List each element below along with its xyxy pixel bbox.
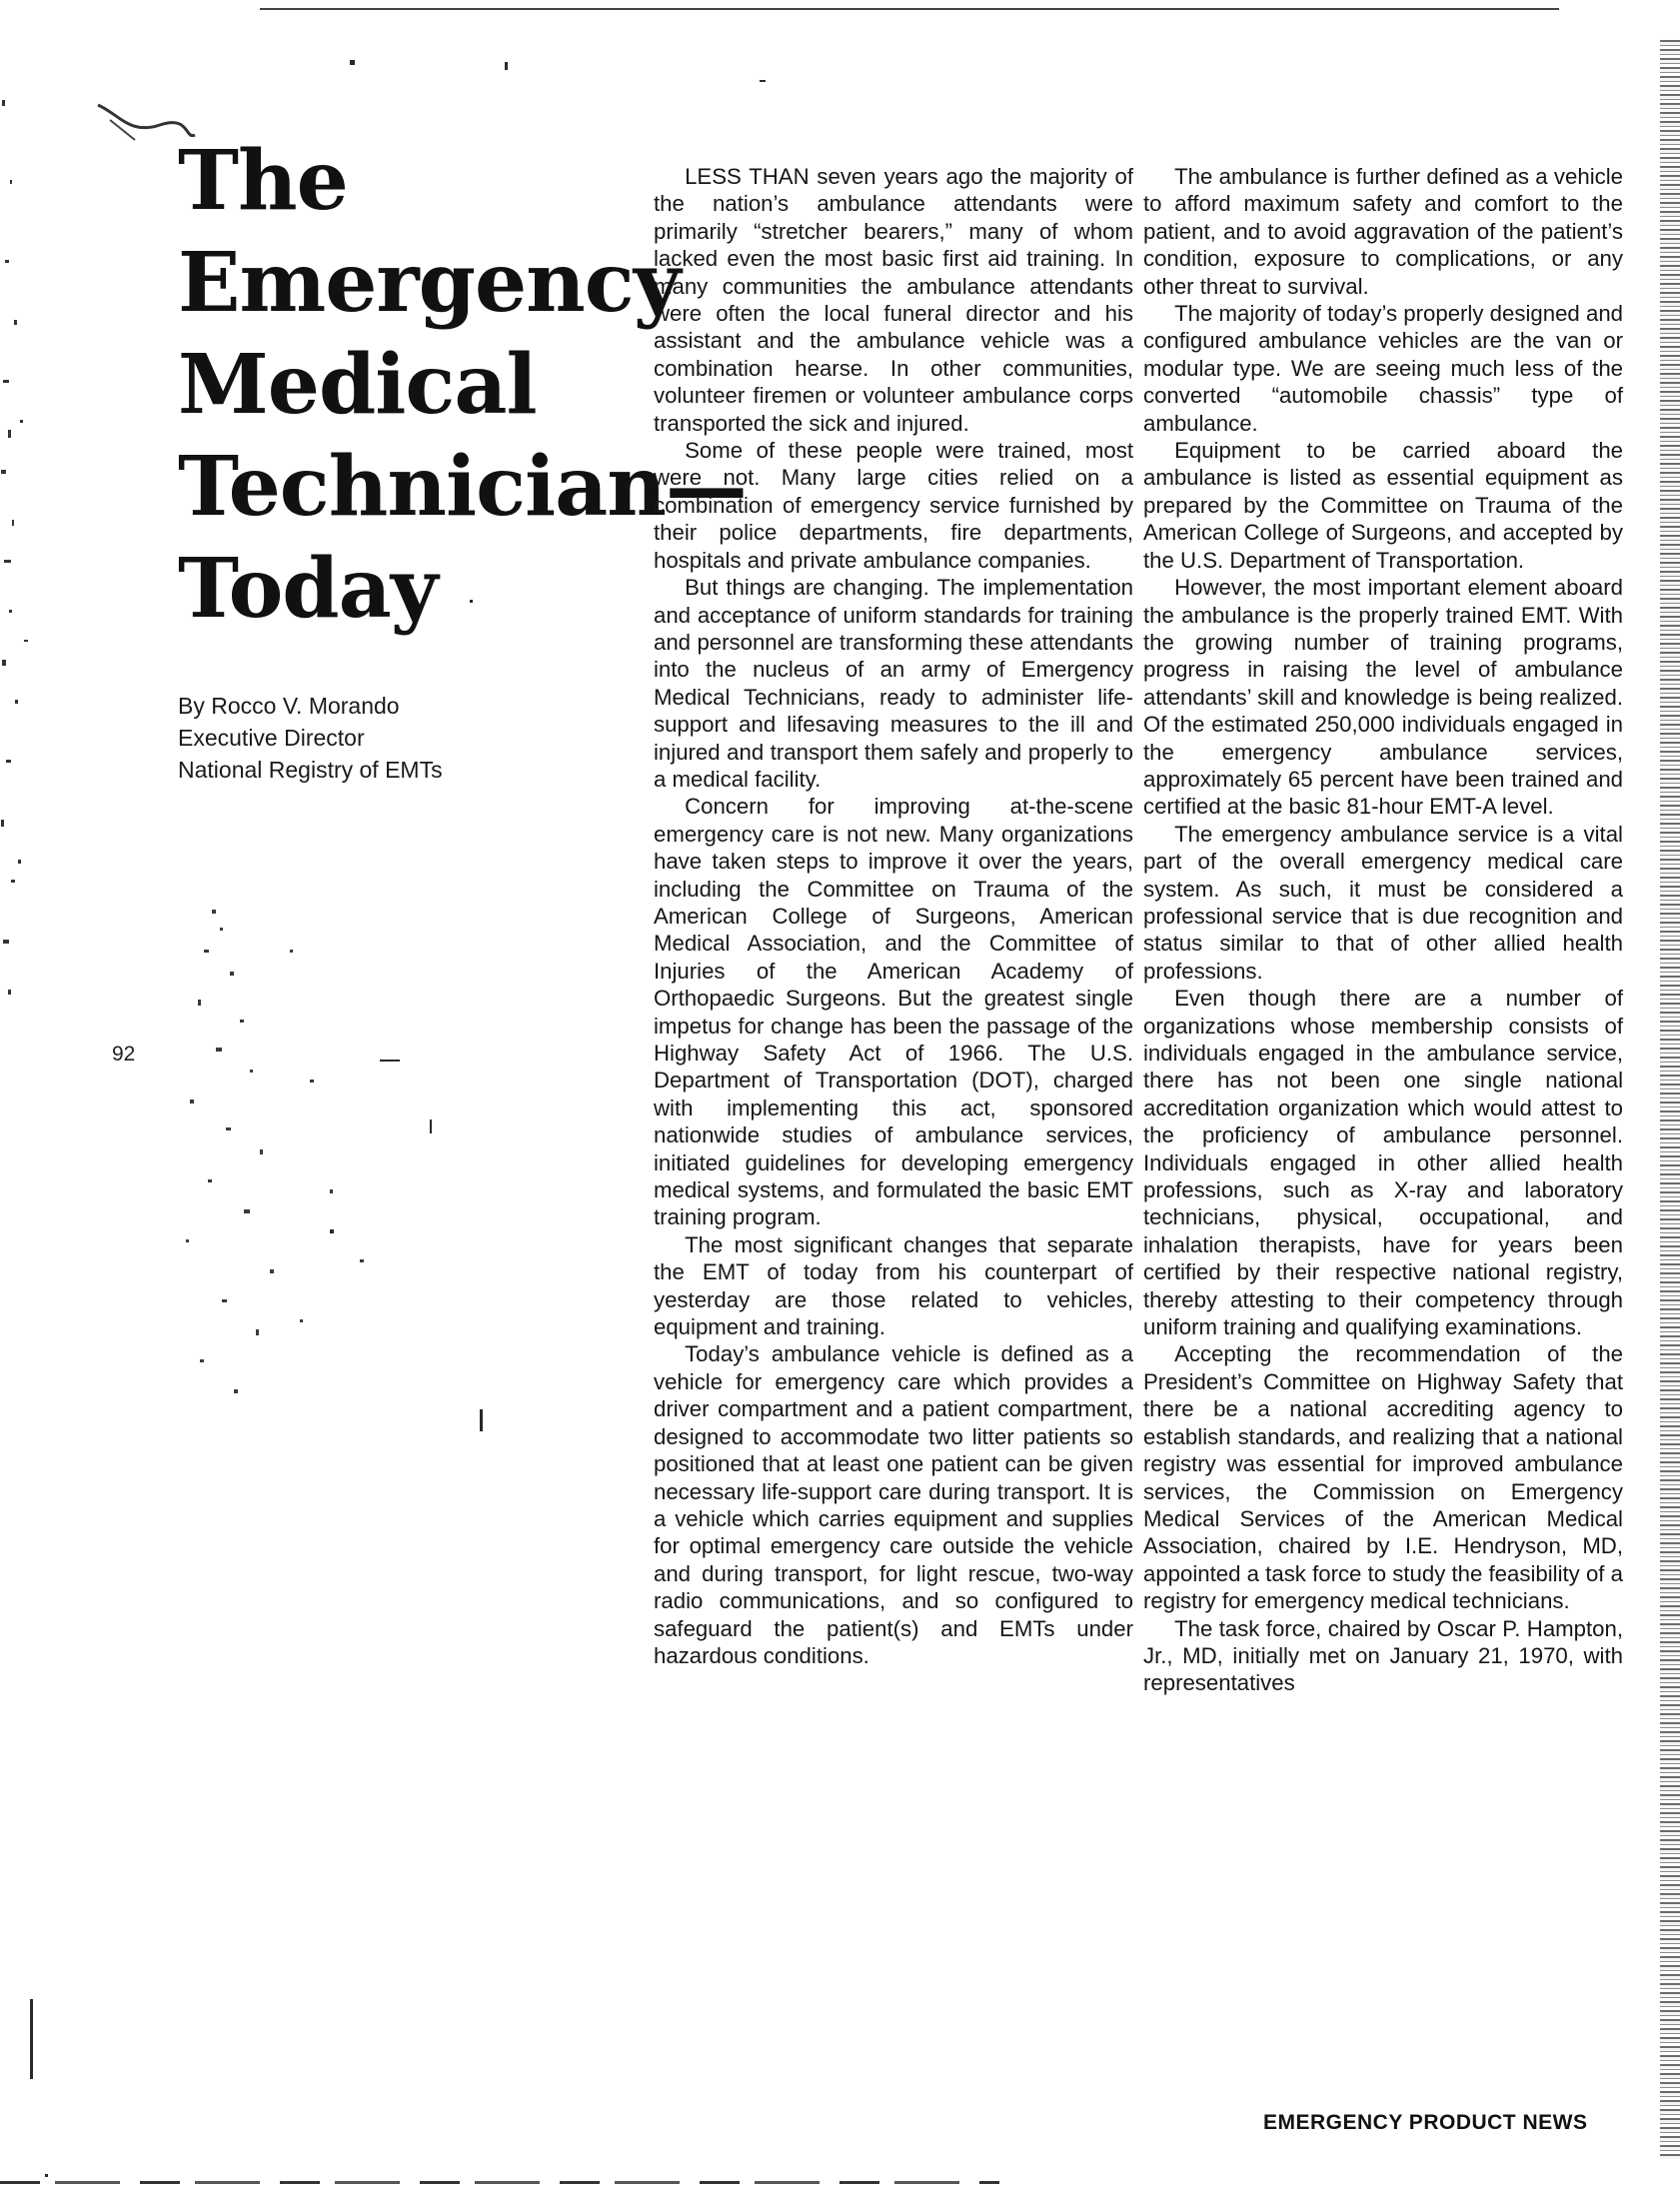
- paragraph: But things are changing. The implementation and acceptance of uniform standards for training and personnel are transforming these attendants into the nucleus of an army of Emergency Medical Technicians, ready to administer life-support and lifesaving measures to the ill and injured and transport them safely and properly to a medical facility.: [654, 575, 1133, 792]
- title-line-2: Emergency: [178, 235, 681, 331]
- byline-author: By Rocco V. Morando: [178, 693, 400, 719]
- title-line-5: Today: [178, 541, 438, 637]
- scan-binding-edge: [1660, 40, 1680, 2159]
- paragraph: Even though there are a number of organizations whose membership consists of individuals engaged in the ambulance service, there has not been one single national accreditation organization which would attest to the proficiency of ambulance personnel. Individuals engaged in other allied health professions, such as X-ray and laboratory technicians, physical, occupational, and inhalation therapists, have for years been certified by their respective national registry, thereby attesting to their competency through uniform training and qualifying examinations.: [1143, 986, 1623, 1340]
- paragraph: The ambulance is further defined as a vehicle to afford maximum safety and comfort to the patient, and to avoid aggravation of the patient’s condition, exposure to complications, or any other threat to survival.: [1143, 164, 1623, 299]
- paragraph: The most significant changes that separate the EMT of today from his counterpart of yesterday are those related to vehicles, equipment and training.: [654, 1231, 1133, 1340]
- scan-noise-left: [0, 0, 40, 1050]
- paragraph: The majority of today’s properly designed and configured ambulance vehicles are the van or modular type. We are seeing much less of the converted “automobile chassis” type of ambulance.: [1143, 301, 1623, 436]
- scan-speck: [505, 62, 508, 70]
- paragraph: Today’s ambulance vehicle is defined as a vehicle for emergency care which provides a driver compartment and a patient compartment, designed to accommodate two litter patients so positioned that at least one patient can be given necessary life-support care during transport. It is a vehicle which carries equipment and supplies for optimal emergency care outside the vehicle and during transport, for light rescue, two-way radio communications, and so configured to safeguard the patient(s) and EMTs under hazardous conditions.: [654, 1341, 1133, 1668]
- page-number: 92: [112, 1043, 136, 1066]
- paragraph: However, the most important element aboard the ambulance is the properly trained EMT. With the growing number of training programs, progress in raising the level of ambulance attendants’ skill and knowledge is being realized. Of the estimated 250,000 individuals engaged in the emergency ambulance services, approximately 65 percent have been trained and certified at the basic 81-hour EMT-A level.: [1143, 575, 1623, 820]
- body-column-1: [654, 163, 1133, 1669]
- paragraph: The emergency ambulance service is a vital part of the overall emergency medical care system. As such, it must be considered a professional service that is due recognition and status similar to that of other allied health professions.: [1143, 821, 1623, 984]
- paragraph: Concern for improving at-the-scene emergency care is not new. Many organizations have taken steps to improve it over the years, including the Committee on Trauma of the American College of Surgeons, American Medical Association, and the Committee of Injuries of the American Academy of Orthopaedic Surgeons. But the greatest single impetus for change has been the passage of the Highway Safety Act of 1966. The U.S. Department of Transportation (DOT), charged with implementing this act, sponsored nationwide studies of ambulance services, initiated guidelines for developing emergency medical systems, and formulated the basic EMT training program.: [654, 794, 1133, 1230]
- byline-position: Executive Director: [178, 725, 365, 751]
- scan-speck: [760, 80, 766, 82]
- byline: [178, 690, 443, 786]
- scan-top-rule: [260, 8, 1559, 10]
- scan-speck: [45, 2174, 48, 2177]
- title-line-4: Technician—: [178, 439, 747, 535]
- scan-speck: [30, 1999, 33, 2079]
- byline-organization: National Registry of EMTs: [178, 757, 443, 783]
- title-line-3: Medical: [178, 337, 537, 433]
- paragraph: LESS THAN seven years ago the majority of the nation’s ambulance attendants were primarily “stretcher bearers,” many of whom lacked even the most basic first aid training. In many communities the ambulance attendants were often the local funeral director and his assistant and the ambulance vehicle was a combination hearse. In other communities, volunteer firemen or volunteer ambulance corps transported the sick and injured.: [654, 164, 1133, 436]
- paragraph: Some of these people were trained, most were not. Many large cities relied on a combination of emergency service furnished by their police departments, fire departments, hospitals and private ambulance companies.: [654, 438, 1133, 573]
- paragraph: Accepting the recommendation of the President’s Committee on Highway Safety that there be a national accrediting agency to establish standards, and realizing that a national registry was essential for improved ambulance services, the Commission on Emergency Medical Services of the American Medical Association, chaired by I.E. Hendryson, MD, appointed a task force to study the feasibility of a registry for emergency medical technicians.: [1143, 1341, 1623, 1614]
- title-line-1: The: [178, 133, 348, 229]
- publication-footer: EMERGENCY PRODUCT NEWS: [1263, 2111, 1588, 2134]
- paragraph: The task force, chaired by Oscar P. Hampton, Jr., MD, initially met on January 21, 1970, with representatives: [1143, 1615, 1623, 1696]
- scan-dot-cluster: [160, 880, 500, 1439]
- scan-speck: [350, 60, 355, 65]
- paragraph: Equipment to be carried aboard the ambulance is listed as essential equipment as prepared by the Committee on Trauma of the American College of Surgeons, and accepted by the U.S. Department of Transportation.: [1143, 438, 1623, 573]
- scan-bottom-rule: [0, 2181, 999, 2184]
- body-column-2: [1143, 163, 1623, 1697]
